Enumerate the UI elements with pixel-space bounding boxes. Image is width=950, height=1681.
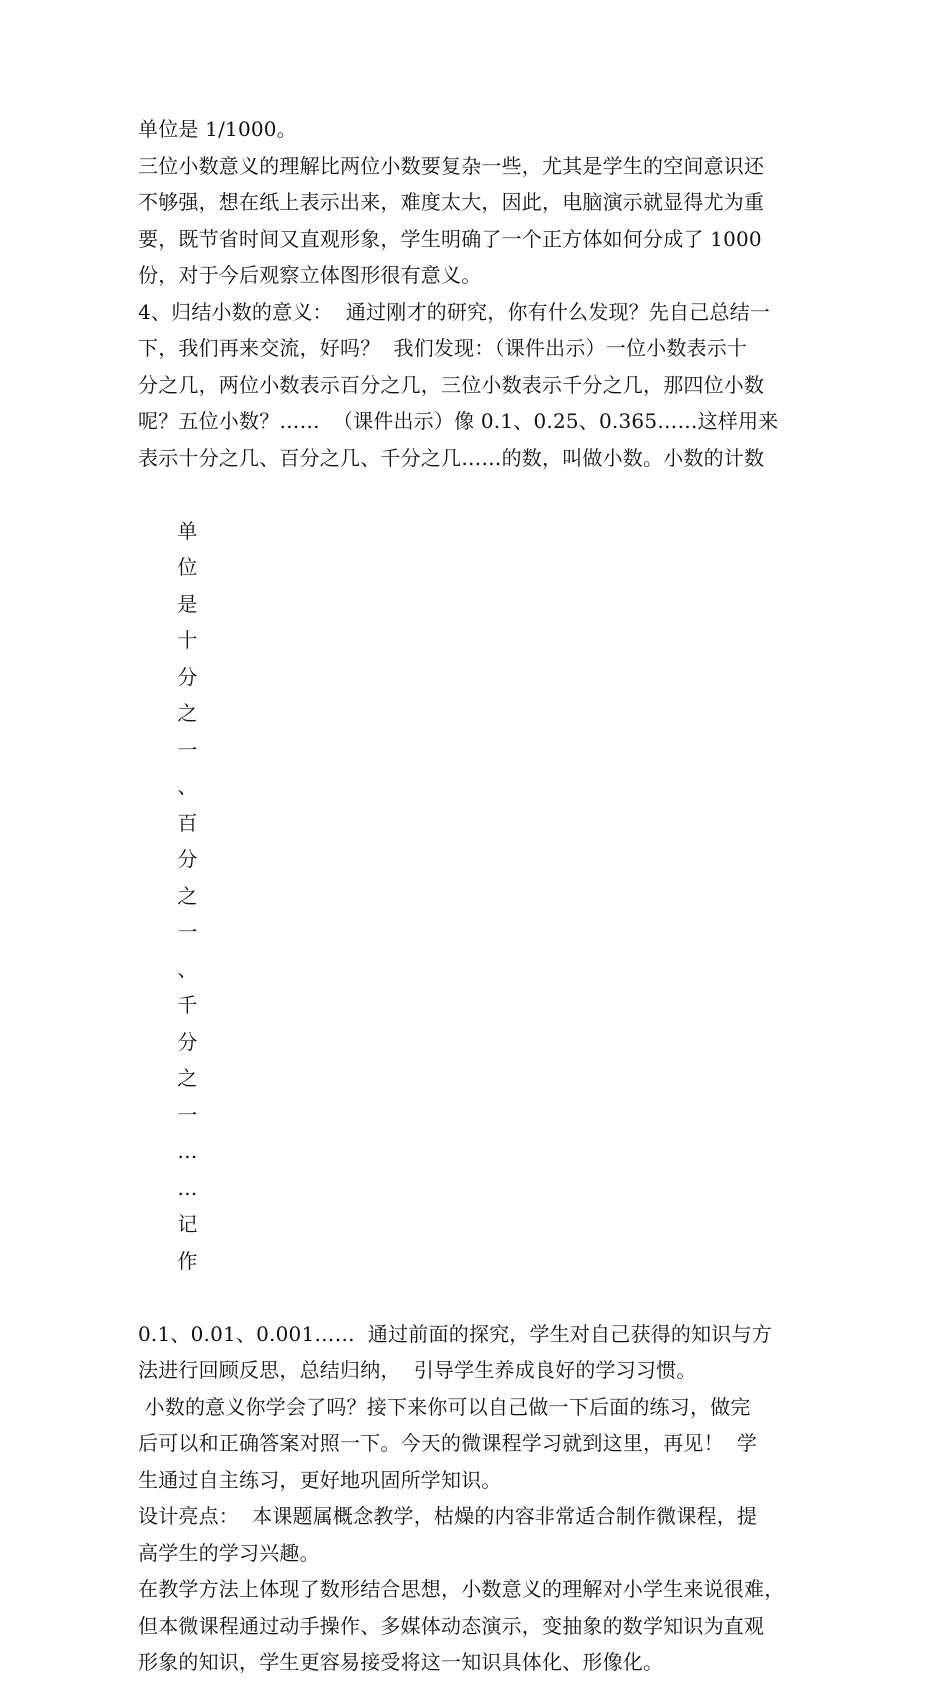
spread-char: 一 bbox=[177, 920, 198, 944]
spread-char: 之 bbox=[177, 883, 198, 908]
paragraph-method bbox=[138, 1571, 814, 1681]
text-line: 高学生的学习兴趣。 bbox=[138, 1540, 320, 1565]
spread-char: 、 bbox=[177, 774, 198, 798]
text-line: 后可以和正确答案对照一下。今天的微课程学习就到这里，再见！ 学 bbox=[138, 1431, 758, 1455]
text-line: 设计亮点： 本课题属概念教学，枯燥的内容非常适合制作微课程，提 bbox=[138, 1504, 758, 1528]
text-line: 呢？五位小数？…… （课件出示）像 0.1、0.25、0.365……这样用来 bbox=[138, 409, 779, 433]
paragraph-practice bbox=[138, 1389, 814, 1499]
spread-char: 作 bbox=[177, 1248, 198, 1273]
paragraph-highlights bbox=[138, 1498, 814, 1571]
text-line: 在教学方法上体现了数形结合思想，小数意义的理解对小学生来说很难， bbox=[138, 1577, 785, 1601]
text-line: 0.1、0.01、0.001…… 通过前面的探究，学生对自己获得的知识与方 bbox=[138, 1321, 772, 1346]
text-line: 下，我们再来交流，好吗？ 我们发现：（课件出示）一位小数表示十 bbox=[138, 336, 748, 360]
document-body bbox=[138, 111, 814, 1681]
paragraph-unit bbox=[138, 111, 814, 148]
text-line: 表示十分之几、百分之几、千分之几……的数，叫做小数。小数的计数 bbox=[138, 445, 765, 470]
spread-char: 一 bbox=[177, 1102, 198, 1127]
spread-char: 记 bbox=[177, 1212, 198, 1236]
text-line: 小数的意义你学会了吗？接下来你可以自己做一下后面的练习，做完 bbox=[138, 1394, 751, 1419]
spread-char: 分 bbox=[177, 664, 198, 689]
text-line-spread bbox=[138, 476, 814, 1316]
spread-char: 之 bbox=[177, 701, 198, 725]
spread-char: 是 bbox=[177, 591, 198, 616]
spread-char: 十 bbox=[177, 628, 198, 652]
paragraph-three-decimal bbox=[138, 148, 814, 294]
text-line: 单位是 1/1000。 bbox=[138, 117, 297, 141]
paragraph-summary bbox=[138, 294, 814, 1389]
text-line: 法进行回顾反思，总结归纳， 引导学生养成良好的学习习惯。 bbox=[138, 1358, 697, 1382]
text-line: 但本微课程通过动手操作、多媒体动态演示，变抽象的数学知识为直观 bbox=[138, 1613, 765, 1638]
spread-char: 一 bbox=[177, 737, 198, 762]
text-line: 4、归结小数的意义： 通过刚才的研究，你有什么发现？先自己总结一 bbox=[138, 299, 771, 324]
spread-char: … bbox=[177, 1139, 198, 1163]
text-line: 份，对于今后观察立体图形很有意义。 bbox=[138, 263, 482, 287]
text-line: 三位小数意义的理解比两位小数要复杂一些，尤其是学生的空间意识还 bbox=[138, 153, 765, 178]
text-line: 生通过自主练习，更好地巩固所学知识。 bbox=[138, 1467, 502, 1492]
spread-char: 千 bbox=[177, 993, 198, 1017]
spread-char: 之 bbox=[177, 1066, 198, 1090]
spread-char: 位 bbox=[177, 555, 198, 579]
spread-char: 分 bbox=[177, 1029, 198, 1054]
text-line: 要，既节省时间又直观形象，学生明确了一个正方体如何分成了 1000 bbox=[138, 226, 762, 251]
spread-char: 、 bbox=[177, 956, 198, 981]
spread-char: 分 bbox=[177, 847, 198, 871]
spread-char: 单 bbox=[177, 518, 198, 543]
text-line: 分之几，两位小数表示百分之几，三位小数表示千分之几，那四位小数 bbox=[138, 372, 765, 397]
text-line: 不够强，想在纸上表示出来，难度太大，因此，电脑演示就显得尤为重 bbox=[138, 190, 765, 214]
spread-char: … bbox=[177, 1175, 198, 1200]
text-line: 形象的知识，学生更容易接受将这一知识具体化、形像化。 bbox=[138, 1650, 664, 1674]
spread-char: 百 bbox=[177, 810, 198, 835]
